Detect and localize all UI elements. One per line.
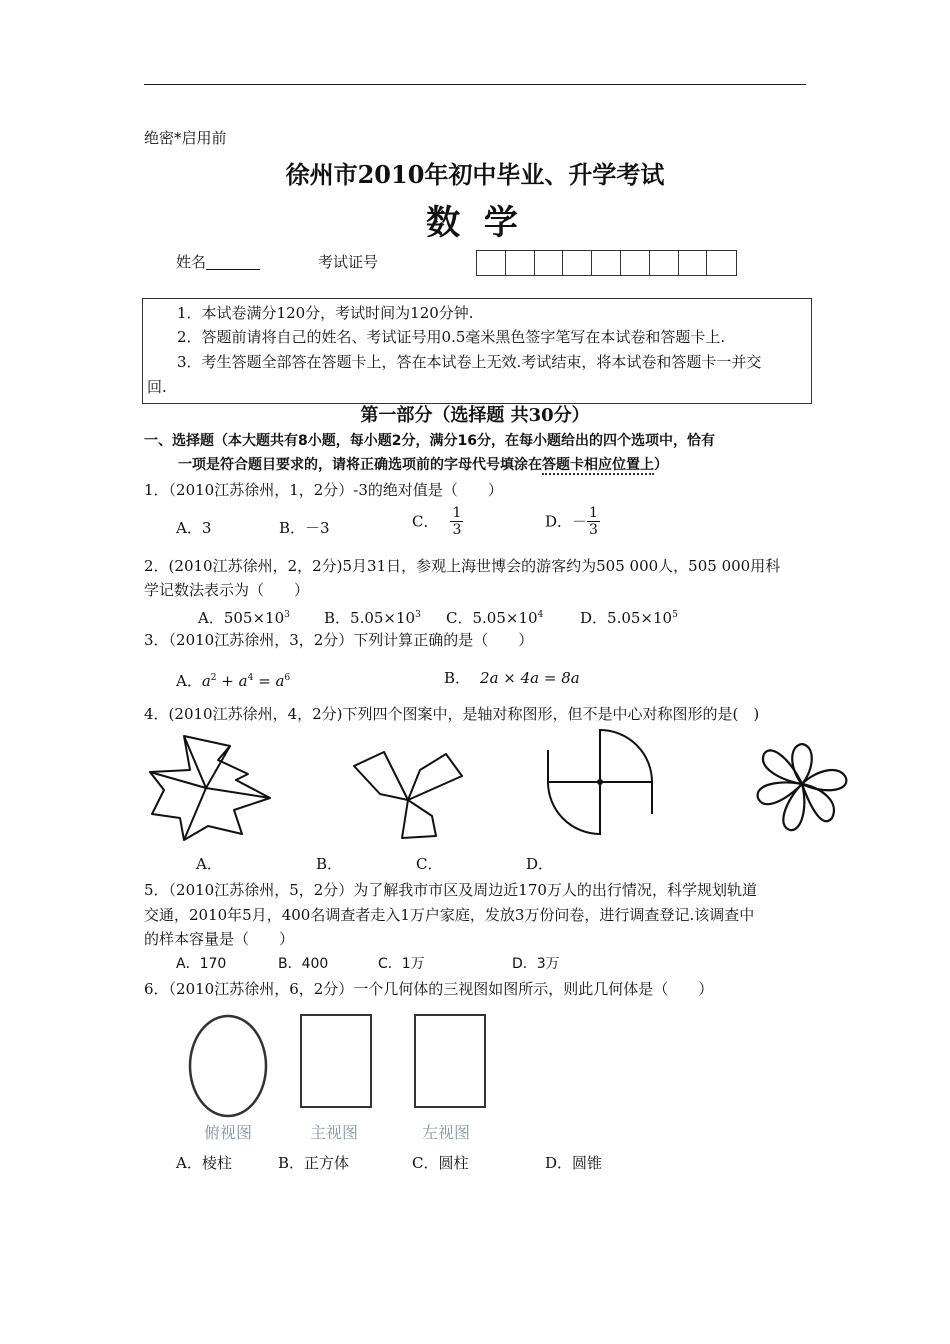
q5-option-d[interactable]: D．3万 xyxy=(512,956,560,972)
q6-option-d[interactable]: D．圆锥 xyxy=(545,1154,603,1172)
q2-option-d[interactable]: D．$5.05\times 10^5$ xyxy=(580,609,678,627)
q2-option-c[interactable]: C．$5.05\times 10^4$ xyxy=(446,609,544,627)
q5-line3: 的样本容量是（ ） xyxy=(144,930,295,948)
q5-line1: 5．（2010江苏徐州，5，2分）为了解我市市区及周边近170万人的出行情况，科学规划轨道 xyxy=(144,881,757,899)
notice-2: 2．答题前请将自己的姓名、考试证号用0.5毫米黑色签字笔写在本试卷和答题卡上. xyxy=(177,328,726,346)
notice-1: 1．本试卷满分120分，考试时间为120分钟. xyxy=(177,304,474,322)
q4-stem: 4．(2010江苏徐州，4，2分)下列四个图案中，是轴对称图形，但不是中心对称图形的是( ) xyxy=(144,705,760,723)
q1-option-d[interactable]: D．－ $\frac{1}{3}$ xyxy=(545,505,598,538)
q5-line2: 交通，2010年5月，400名调查者走入1万户家庭，发放3万份问卷，进行调查登记.该调查中 xyxy=(144,906,755,924)
q1-stem: 1．（2010江苏徐州，1，2分）-3的绝对值是（ ） xyxy=(144,481,503,499)
q6-option-a[interactable]: A．棱柱 xyxy=(176,1154,232,1172)
q6-stem: 6．（2010江苏徐州，6，2分）一个几何体的三视图如图所示，则此几何体是（ ） xyxy=(144,980,714,998)
q5-option-a[interactable]: A．170 xyxy=(176,956,227,972)
top-rule xyxy=(144,84,806,85)
q4-label-a: A． xyxy=(196,855,222,873)
q1-option-c[interactable]: C． $\frac{1}{3}$ xyxy=(412,505,462,538)
notice-box xyxy=(142,298,812,404)
q2-option-a[interactable]: A．$505\times 10^3$ xyxy=(198,609,290,627)
notice-4: 回. xyxy=(147,378,167,396)
exam-title: 徐州市2010年初中毕业、升学考试 xyxy=(285,160,665,189)
name-label: 姓名 xyxy=(176,253,207,271)
q1-option-a[interactable]: A．3 xyxy=(176,519,212,537)
q6-left-view-rect xyxy=(414,1014,486,1108)
id-number-boxes[interactable] xyxy=(476,250,737,276)
q6-option-b[interactable]: B．正方体 xyxy=(278,1154,350,1172)
q3-option-b[interactable]: B． 2a × 4a = 8a xyxy=(444,669,580,687)
q5-option-c[interactable]: C．1万 xyxy=(378,956,425,972)
q2-line2: 学记数法表示为（ ） xyxy=(144,581,310,599)
q4-label-b: B． xyxy=(316,855,343,873)
secret-label: 绝密*启用前 xyxy=(144,129,227,147)
q4-figure-d[interactable] xyxy=(752,740,852,836)
section-heading-2: 一项是符合题目要求的，请将正确选项前的字母代号填涂在答题卡相应位置上） xyxy=(178,457,668,473)
q6-caption-left: 左视图 xyxy=(422,1123,471,1142)
q4-figure-b[interactable] xyxy=(350,738,470,842)
q2-option-b[interactable]: B．$5.05\times 10^3$ xyxy=(324,609,421,627)
q5-option-b[interactable]: B．400 xyxy=(278,956,329,972)
q2-line1: 2．(2010江苏徐州，2，2分)5月31日，参观上海世博会的游客约为505 000人，505 000用科 xyxy=(144,557,781,575)
q4-figure-c[interactable] xyxy=(544,728,658,840)
subject-title: 数 学 xyxy=(426,203,524,243)
q6-front-view-rect xyxy=(300,1014,372,1108)
q6-option-c[interactable]: C．圆柱 xyxy=(412,1154,469,1172)
id-label: 考试证号 xyxy=(318,253,379,271)
q4-label-d: D． xyxy=(526,855,554,873)
section-heading-1: 一、选择题（本大题共有8小题，每小题2分，满分16分，在每小题给出的四个选项中，恰有 xyxy=(144,433,715,449)
name-blank xyxy=(206,269,260,270)
q4-label-c: C． xyxy=(416,855,443,873)
part1-heading: 第一部分（选择题 共30分） xyxy=(360,405,590,426)
q4-figure-a[interactable] xyxy=(146,730,276,846)
q6-top-view-circle xyxy=(186,1010,270,1122)
notice-3: 3．考生答题全部答在答题卡上，答在本试卷上无效.考试结束，将本试卷和答题卡一并交 xyxy=(177,353,762,371)
q6-caption-top: 俯视图 xyxy=(204,1123,253,1142)
name-field[interactable] xyxy=(176,252,260,272)
q1-option-b[interactable]: B．－3 xyxy=(279,519,330,537)
q6-caption-front: 主视图 xyxy=(310,1123,359,1142)
q3-stem: 3．（2010江苏徐州，3，2分）下列计算正确的是（ ） xyxy=(144,631,534,649)
q3-option-a[interactable]: A．$a^2 + a^4 = a^6$ xyxy=(176,672,291,690)
